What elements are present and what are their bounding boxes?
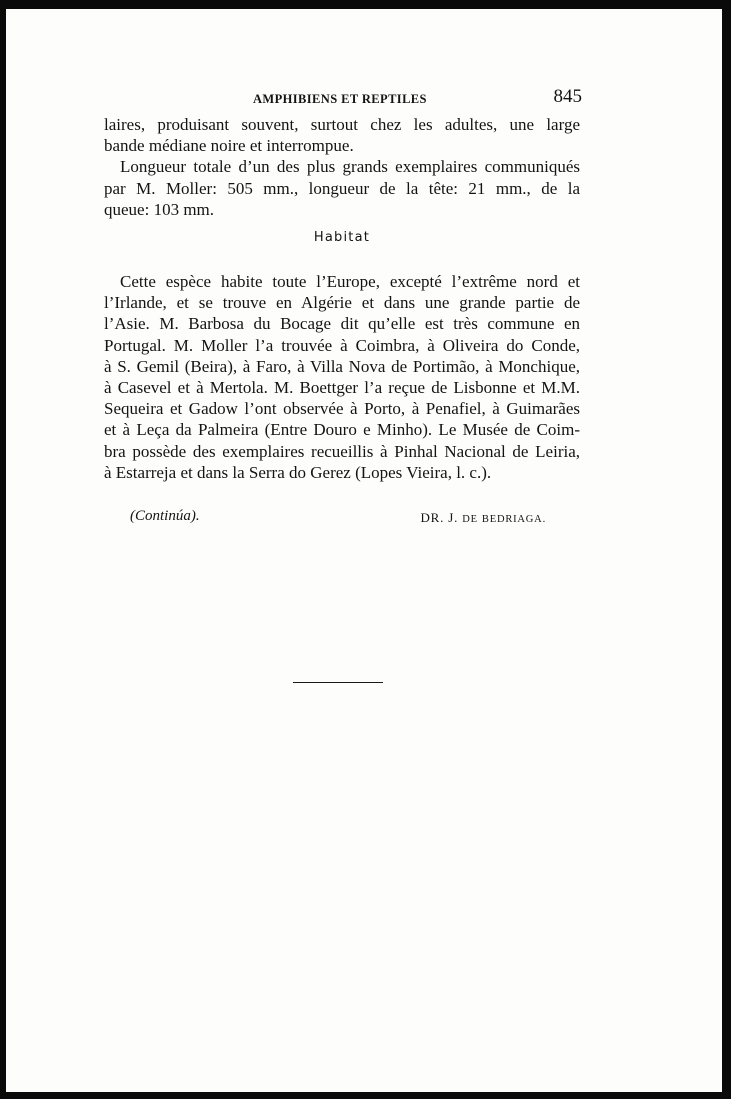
running-title: AMPHIBIENS ET REPTILES xyxy=(253,92,427,106)
paragraph-description xyxy=(104,114,580,156)
text-line: à Casevel et à Mertola. M. Boettger l’a reçue de Lisbonne et M.M. xyxy=(104,378,580,398)
paragraph-habitat xyxy=(104,271,580,483)
paragraph-measurements xyxy=(104,156,580,220)
page-content xyxy=(104,80,580,535)
text-line: à S. Gemil (Beira), à Faro, à Villa Nova de Portimão, à Monchique, xyxy=(104,356,580,376)
text-line: bande médiane noire et interrompue. xyxy=(104,136,354,156)
section-heading-habitat: Habitat xyxy=(313,230,371,246)
text-line: bra possède des exemplaires recueillis à Pinhal Nacional de Leiria, xyxy=(104,441,580,461)
text-line: Cette espèce habite toute l’Europe, excepté l’extrême nord et xyxy=(120,272,580,292)
text-line: Sequeira et Gadow l’ont observée à Porto, à Penafiel, à Guimarães xyxy=(104,399,580,419)
text-line: queue: 103 mm. xyxy=(104,199,215,219)
text-line: laires, produisant souvent, surtout chez les adultes, une large xyxy=(104,115,580,134)
text-line: Portugal. M. Moller l’a trouvée à Coimbra, à Oliveira do Conde, xyxy=(104,335,580,355)
page-number: 845 xyxy=(553,86,582,107)
continua-note: (Continúa). xyxy=(130,508,200,525)
text-line: et à Leça da Palmeira (Entre Douro e Minho). Le Musée de Coim- xyxy=(104,420,580,440)
author-prefix: DR. xyxy=(420,510,445,526)
text-line: par M. Moller: 505 mm., longueur de la tête: 21 mm., de la xyxy=(104,178,580,198)
author-signature xyxy=(420,510,546,526)
signature-row xyxy=(104,505,580,535)
text-line: à Estarreja et dans la Serra do Gerez (Lopes Vieira, l. c.). xyxy=(104,462,492,482)
text-line: Longueur totale d’un des plus grands exemplaires communiqués xyxy=(120,157,580,177)
text-line: l’Irlande, et se trouve en Algérie et dans une grande partie de xyxy=(104,293,580,313)
running-head xyxy=(104,80,580,114)
author-particle: DE xyxy=(462,514,478,526)
author-initial: J. xyxy=(448,510,459,526)
end-rule xyxy=(293,682,383,683)
author-surname: BEDRIAGA. xyxy=(481,514,546,526)
text-line: l’Asie. M. Barbosa du Bocage dit qu’elle est très commune en xyxy=(104,314,580,334)
